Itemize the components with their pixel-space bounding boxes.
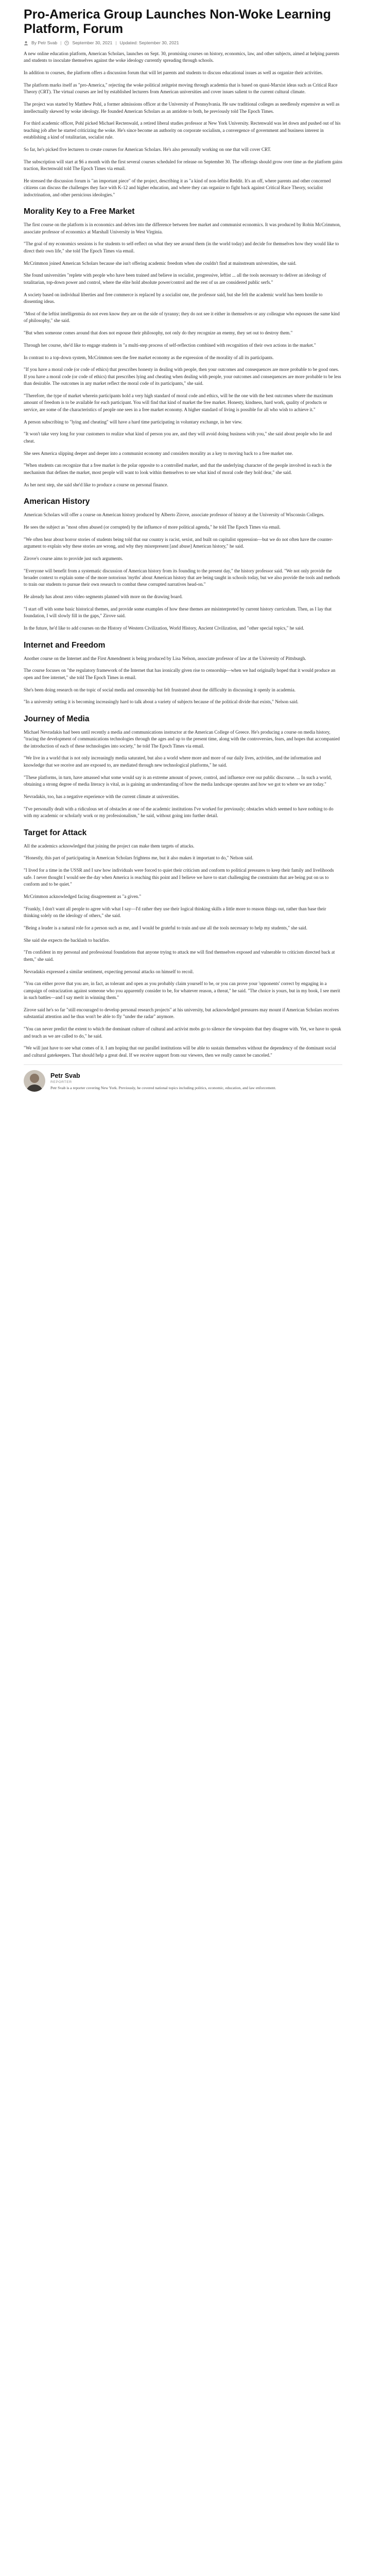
article-paragraph: American Scholars will offer a course on American history produced by Alberto Zirove, associate professor of history at the University of Wisconsin Colleges. [24,512,325,518]
article-paragraph: The course focuses on "the regulatory framework of the Internet that has ironically given rise to censorship—when we had originally hoped that it would produce an open and free internet," she told The Epoch Times in email. [24,668,336,680]
meta-separator: | [115,40,117,45]
section-heading: Journey of Media [24,714,90,723]
article-paragraph: Another course on the Internet and the First Amendment is being produced by Lisa Nelson, associate professor of law at the University of Pittsburgh. [24,655,306,661]
article-paragraph: "We often hear about horror stories of students being told that our country is racist, sexist, and built on capitalist oppression—but we do not often have the counter-argument to explain why these stories are wrong, and why they misrepresent [and abuse] American history," he said. [24,536,333,549]
article-paragraph: In addition to courses, the platform offers a discussion forum that will let parents and students to discuss educational issues as well as organize their activities. [24,70,323,76]
article-paragraph: The platform marks itself as "pro-America," rejecting the woke political zeitgeist moving through academia that is based on quasi-Marxist ideas such as Critical Race Theory (CRT). The virtual courses are led by established lecturers from American universities and cover issues salient to the current cultural climate. [24,82,338,95]
article-paragraph: "I lived for a time in the USSR and I saw how individuals were forced to quiet their criticism and conform to political pressures to keep their family and livelihoods safe. I never thought I would see the day when America is reaching this point and I believe we have to start challenging the constraints that are being put on us to conform and to be quiet." [24,868,334,887]
article-paragraph: He already has about zero video segments planned with more on the drawing board. [24,594,183,600]
published-date: September 30, 2021 [72,40,113,45]
section-heading: Morality Key to a Free Market [24,207,135,216]
article-paragraph: Nevradakis expressed a similar sentiment, expecting personal attacks on himself to recoil. [24,969,194,974]
article-paragraph: As her next step, she said she'd like to produce a course on personal finance. [24,482,168,487]
updated-date: Updated: September 30, 2021 [119,40,179,45]
article-paragraph: "Being a leader is a natural role for a person such as me, and I would be grateful to train and use all the tools necessary to help my students," she said. [24,925,307,930]
author-bio: Petr Svab is a reporter covering New York. Previously, he covered national topics including politics, economic, education, and law enforcement. [50,1085,276,1090]
article-paragraph: He stressed the discussion forum is "an important piece" of the project, describing it as "a kind of non-leftist Reddit. It's an off, where parents and other concerned citizens can discuss the challenges they face with K-12 and higher education, and where they can organize to fight back against Critical Race Theory, socialist indoctrination, and other pernicious ideologies." [24,178,331,197]
article-paragraph: "If you have a moral code (or code of ethics) that prescribes honesty in dealing with people, then your outcomes and consequences are more probable to be good ones. If you have a moral code (or code of ethics) that prescribes lying and cheating when dealing with people, your outcomes and consequences are more probable to be less than desirable. The outcomes in any market reflect the moral code of its participants," she said. [24,367,341,386]
article-meta [24,40,342,45]
article-paragraph: In the future, he'd like to add courses on the History of Western Civilization, World History, Ancient Civilization, and "other special topics," he said. [24,625,304,631]
article-container [0,0,366,1092]
author-name[interactable]: Petr Svab [50,1072,80,1079]
article-title: Pro-America Group Launches Non-Woke Learning Platform, Forum [24,7,331,36]
article-paragraph: For third academic officer, Pohl picked Michael Rectenwald, a retired liberal studies professor at New York University. Rectenwald was let down and pushed out of his teaching job after he started criticizing the woke. He's since become an authority on corporate socialism, a convergence of government and business interest in establishing a kind of totalitarian, socialist rule. [24,121,341,140]
article-paragraph: A person subscribing to "lying and cheating" will have a hard time participating in voluntary exchange, in her view. [24,419,242,425]
author-info [50,1070,342,1092]
author-byline[interactable]: By Petr Svab [31,40,58,45]
author-role: REPORTER [50,1080,72,1084]
article-paragraph: "These platforms, in turn, have amassed what some would say is an extreme amount of power, control, and influence over our public discourse. ... In such a world, obtaining a strong degree of media literacy is vital, as is gaining an understanding of how the media landscape operates and how we got to where we are today." [24,774,332,787]
article-paragraph: The subscription will start at $6 a month with the first several courses scheduled for release on September 30. The offerings should grow over time as the platform gains traction, Rectenwald told The Epoch Times via email. [24,159,342,172]
article-paragraph: All the academics acknowledged that joining the project can make them targets of attacks. [24,843,195,849]
article-body [24,50,342,1059]
article-paragraph: Michael Nevradakis had been until recently a media and communications instructor at the American College of Greece. He's producing a course on media history, "tracing the development of communications technologies through the ages and up to the present time, along with the controversies, fears, and hopes that accompanied the introduction of each of these technologies into society," he told The Epoch Times via email. [24,729,340,749]
article-paragraph: So far, he's picked five lecturers to create courses for American Scholars. He's also personally working on one that will cover CRT. [24,147,271,152]
article-paragraph: McCrimmon joined American Scholars because she isn't offering academic freedom when she couldn't find at mainstream universities, she said. [24,260,297,266]
article-paragraph: "When students can recognize that a free market is the polar opposite to a controlled market, and that the underlying character of the people involved in each is the mechanism that defines the market, most people will want to look within themselves to see what kind of moral code they hold dear," she said. [24,463,332,475]
article-paragraph: He sees the subject as "most often abused (or corrupted) by the influence of more political agenda," he told The Epoch Times via email. [24,524,281,530]
article-paragraph: Through her course, she'd like to engage students in "a multi-step process of self-reflection combined with recognition of their own actions in the market." [24,342,316,348]
article-paragraph: She sees America slipping deeper and deeper into a communist economy and considers morality as a key to moving back to a free market one. [24,450,293,456]
article-paragraph: "I've personally dealt with a ridiculous set of obstacles at one of the academic institutions I've worked for previously; obstacles which seemed to have nothing to do with my academic or scholarly work or my professionalism," he said, without going into further detail. [24,806,334,819]
article-paragraph: "We live in a world that is not only increasingly media saturated, but also a world where more and more of our daily lives, activities, and the information and knowledge that we receive and are exposed to, are mediated through new technological platforms," he said. [24,755,321,768]
article-paragraph: "I'm confident in my personal and professional foundations that anyone trying to attack me will find themselves exposed and vulnerable to criticism directed back at them," she said. [24,950,335,962]
article-paragraph: She said she expects the backlash to backfire. [24,937,110,943]
article-paragraph: McCrimmon acknowledged facing disagreement as "a given." [24,893,142,899]
article-paragraph: Zirove said he's so far "still encouraged to develop personal research projects" at his university, but acknowledged pressures may mount if American Scholars receives substantial attention and he thus won't be able to fly "under the radar" anymore. [24,1007,339,1020]
article-paragraph: The first course on the platform is in economics and delves into the difference between free market and communist economics. It was produced by Robin McCrimmon, associate professor of economics at Marshall University in West Virginia. [24,222,341,234]
article-paragraph: The project was started by Matthew Pohl, a former admissions officer at the University of Pennsylvania. He saw traditional colleges as needlessly expensive as well as intellectually skewed by woke ideology. He founded American Scholars as an antidote to both, he previously told The Epoch Times. [24,101,340,114]
section-heading: Internet and Freedom [24,640,106,650]
article-paragraph: "It won't take very long for your customers to realize what kind of person you are, and they will avoid doing business with you," she said about people who lie and cheat. [24,431,332,444]
article-paragraph: "You can never predict the extent to which the dominant culture of cultural and activist mobs go to silence the viewpoints that they disagree with. Yet, we have to speak and teach as we are called to do," he said. [24,1026,341,1039]
article-paragraph: She's been doing research on the topic of social media and censorship but felt frustrated about the difficulty in discussing it openly in academia. [24,687,296,692]
article-paragraph: "Everyone will benefit from a systematic discussion of American history from its founding to the present day," the history professor said. "We not only provide the broader context to explain some of the more notorious 'myths' about American history that are being taught in schools today, but we also provide the tools and methods to train our students to pursue their own research to combat these corrupted narratives head-on." [24,568,340,587]
section-heading: Target for Attack [24,828,87,837]
meta-separator: | [60,40,62,45]
article-paragraph: "We will just have to see what comes of it. I am hoping that our parallel institutions will be able to sustain themselves without the dependency of the dominant social and cultural gatekeepers. That should help a great deal. If we receive support from our viewers, then we really cannot be canceled." [24,1045,336,1058]
article-paragraph: A new online education platform, American Scholars, launches on Sept. 30, promising courses on history, economics, law, and other subjects, aimed at helping parents and students to inoculate themselves against the woke ideology currently spreading through schools. [24,51,339,63]
author-avatar[interactable] [24,1070,45,1092]
article-paragraph: Nevradakis, too, has a negative experience with the current climate at universities. [24,793,180,799]
article-paragraph: She found universities "replete with people who have been trained and believe in socialist, progressive, leftist ... all the tools necessary to deliver an ideology of totalitarian, top-down power and control, where the elite hold absolute power/control and the rest of us are considered public serfs." [24,273,326,285]
clock-icon [64,41,69,45]
article-paragraph: In contrast to a top-down system, McCrimmon sees the free market economy as the expression of the morality of all its participants. [24,354,274,360]
user-icon [24,41,28,45]
article-paragraph: "I start off with some basic historical themes, and provide some examples of how these themes are misinterpreted by current history curriculum. Then, as I lay that foundation, I will slowly fill in the gaps," Zirove said. [24,606,332,619]
article-paragraph: "Frankly, I don't want all people to agree with what I say—I'd rather they use their logical thinking skills a little more to reason things out, rather than base their thinking solely on the ideology of others," she said. [24,906,326,918]
article-paragraph: "Most of the leftist intelligentsia do not even know they are on the side of tyranny; they do not see it either in themselves or any colleague who espouses the same kind of philosophy," she said. [24,311,340,324]
article-paragraph: "But when someone comes around that does not espouse their philosophy, not only do they recognize an enemy, they set out to destroy them." [24,330,293,336]
article-paragraph: "Honestly, this part of participating in American Scholars frightens me, but it also makes it important to do," Nelson said. [24,855,254,861]
article-paragraph: Zirove's course aims to provide just such arguments. [24,555,123,561]
section-heading: American History [24,497,90,506]
article-paragraph: "The goal of my economics sessions is for students to self-reflect on what they see around them (in the world today) and decide for themselves how they would like to direct their own life," she told The Epoch Times via email. [24,241,339,253]
article-paragraph: "In a university setting it is becoming increasingly hard to talk about a variety of subjects because of the political divide that exists," Nelson said. [24,699,299,705]
article-paragraph: A society based on individual liberties and free commerce is replaced by a socialist one, the professor said, but she felt the academic world has been hostile to dissenting ideas. [24,292,323,304]
article-paragraph: "You can either prove that you are, in fact, as tolerant and open as you probably claim yourself to be, or you can prove your 'opponents' correct by engaging in a campaign of ostracization against someone who you apparently consider to be, for whatever reason, a threat," he said. "The choice is yours, but in my book, I see merit in such battles—and I say merit in winning them." [24,981,340,1001]
author-box [24,1064,342,1092]
article-paragraph: "Therefore, the type of market wherein participants hold a very high standard of moral code and ethics, will be the one with the best outcomes where the maximum amount of freedom is to be available for each participant. You will find that kind of market the free market. Honesty, kindness, hard work, quality of products or service, are some of the characteristics of people one sees in a free market economy. A higher standard of living is possible for all who wish to achieve it." [24,393,333,412]
